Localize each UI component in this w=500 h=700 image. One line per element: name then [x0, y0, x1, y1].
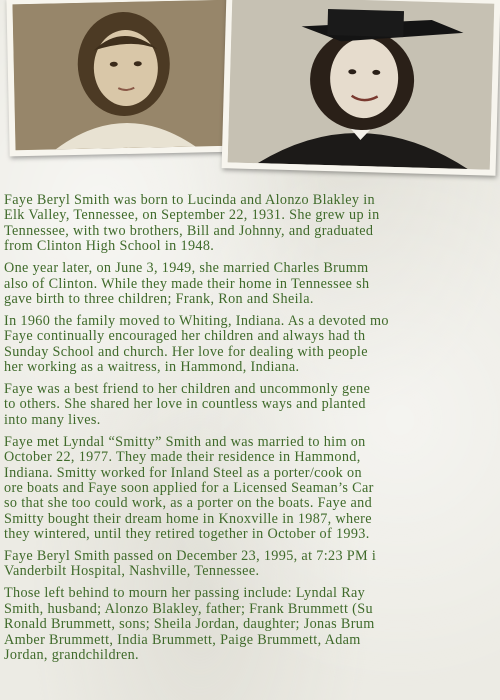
text-line: Tennessee, with two brothers, Bill and Johnny, and graduated — [4, 222, 374, 239]
obituary-paragraph-friend — [4, 382, 500, 428]
obituary-paragraph-survivors — [4, 586, 500, 663]
childhood-photo — [6, 0, 241, 156]
graduation-photo — [222, 0, 500, 176]
text-line: Indiana. Smitty worked for Inland Steel as a porter/cook on — [4, 464, 362, 481]
text-line: Faye Beryl Smith passed on December 23, 1995, at 7:23 PM i — [4, 548, 377, 565]
obituary-paragraph-indiana — [4, 314, 500, 376]
obituary-paragraph-birth — [4, 193, 500, 255]
text-line: Smith, husband; Alonzo Blakley, father; Frank Brummett (Su — [4, 600, 373, 617]
text-line: Jordan, grandchildren. — [4, 646, 139, 663]
text-line: Faye continually encouraged her children and always had th — [4, 328, 366, 345]
text-line: Vanderbilt Hospital, Nashville, Tennessee. — [4, 563, 260, 580]
text-line: Faye Beryl Smith was born to Lucinda and Alonzo Blakley in — [4, 192, 375, 208]
text-line: Faye met Lyndal “Smitty” Smith and was married to him on — [4, 433, 366, 450]
text-line: gave birth to three children; Frank, Ron and Sheila. — [4, 290, 314, 307]
text-line: One year later, on June 3, 1949, she married Charles Brumm — [4, 260, 369, 277]
text-line: Those left behind to mourn her passing include: Lyndal Ray — [4, 585, 366, 602]
text-line: to others. She shared her love in countless ways and planted — [4, 396, 366, 413]
text-line: In 1960 the family moved to Whiting, Indiana. As a devoted mo — [4, 312, 389, 329]
text-line: her working as a waitress, in Hammond, Indiana. — [4, 359, 300, 376]
text-line: Ronald Brummett, sons; Sheila Jordan, daughter; Jonas Brum — [4, 616, 375, 633]
obituary-paragraph-passing — [4, 549, 500, 580]
obituary-text — [4, 193, 500, 670]
text-line: ore boats and Faye soon applied for a Licensed Seaman’s Car — [4, 479, 374, 496]
text-line: Elk Valley, Tennessee, on September 22, 1931. She grew up in — [4, 207, 380, 224]
text-line: Amber Brummett, India Brummett, Paige Brummett, Adam — [4, 631, 361, 648]
text-line: into many lives. — [4, 411, 101, 428]
text-line: Faye was a best friend to her children and uncommonly gene — [4, 380, 371, 397]
text-line: Sunday School and church. Her love for dealing with people — [4, 343, 368, 360]
text-line: Smitty bought their dream home in Knoxville in 1987, where — [4, 510, 372, 527]
text-line: also of Clinton. While they made their home in Tennessee sh — [4, 275, 370, 292]
text-line: from Clinton High School in 1948. — [4, 238, 215, 255]
text-line: they wintered, until they retired together in October of 1993. — [4, 526, 370, 543]
graduation-portrait-image — [228, 0, 495, 170]
childhood-portrait-image — [12, 0, 235, 150]
text-line: October 22, 1977. They made their residence in Hammond, — [4, 449, 361, 466]
obituary-paragraph-marriage — [4, 261, 500, 307]
text-line: so that she too could work, as a porter on the boats. Faye and — [4, 495, 373, 512]
obituary-paragraph-smitty — [4, 435, 500, 543]
